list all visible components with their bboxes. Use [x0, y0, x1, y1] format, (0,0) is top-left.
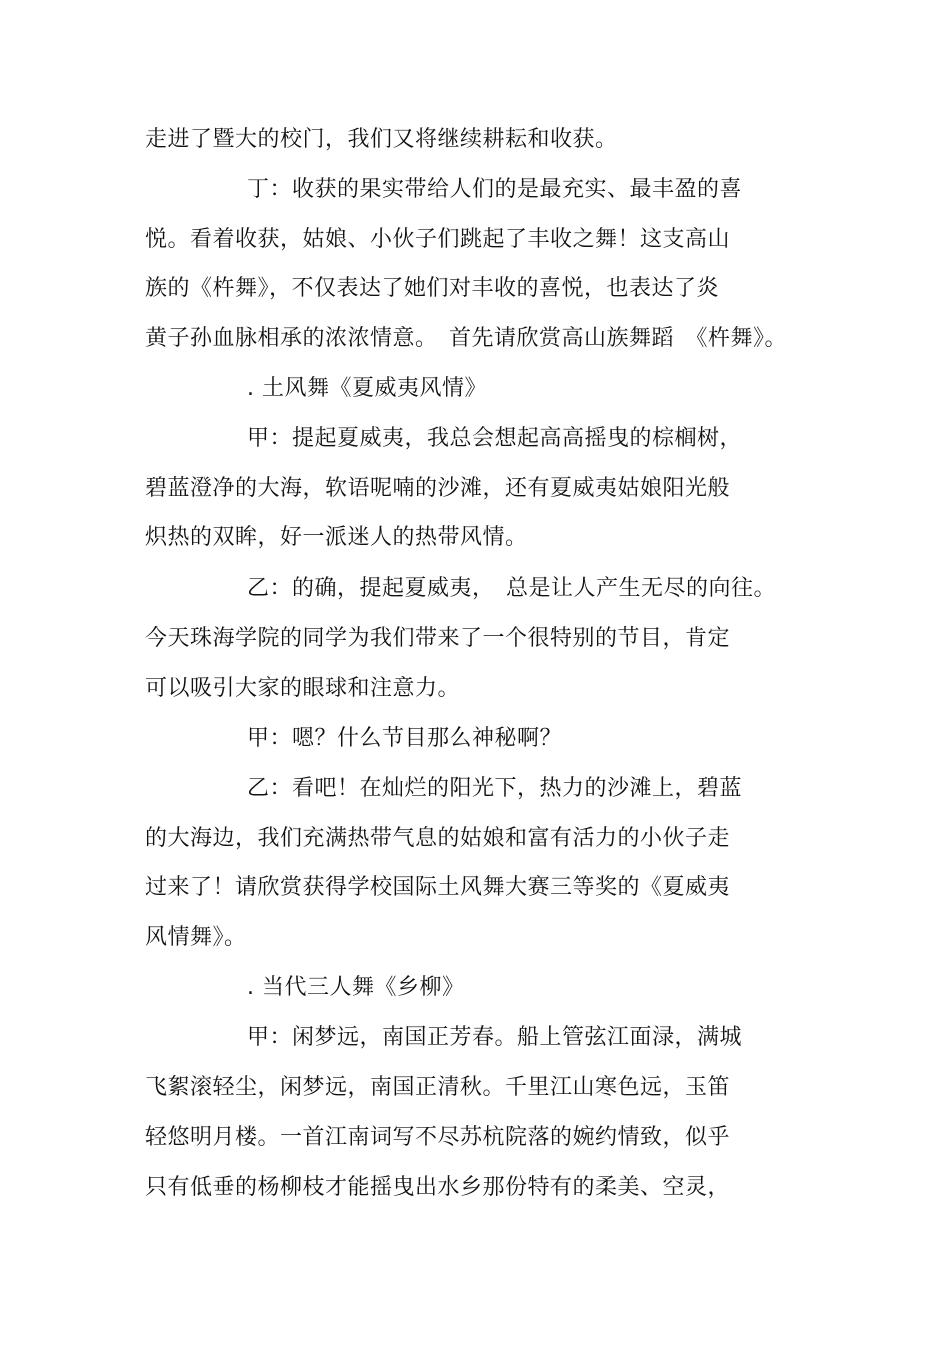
- paragraph-line: 黄子孙血脉相承的浓浓情意。 首先请欣赏高山族舞蹈 《杵舞》。: [145, 326, 788, 351]
- paragraph-line: 乙：看吧！在灿烂的阳光下，热力的沙滩上，碧蓝: [247, 776, 743, 801]
- paragraph-line: 甲：提起夏威夷，我总会想起高高摇曳的棕榈树，: [247, 426, 743, 451]
- paragraph-line: 炽热的双眸，好一派迷人的热带风情。: [145, 525, 528, 550]
- paragraph-line: 乙：的确，提起夏威夷， 总是让人产生无尽的向往。: [247, 576, 777, 601]
- paragraph-line: 今天珠海学院的同学为我们带来了一个很特别的节目，肯定: [145, 626, 731, 651]
- paragraph-line: 甲：嗯？什么节目那么神秘啊？: [247, 726, 563, 751]
- paragraph-line: 过来了！请欣赏获得学校国际土风舞大赛三等奖的《夏威夷: [145, 875, 731, 900]
- paragraph-line: 只有低垂的杨柳枝才能摇曳出水乡那份特有的柔美、空灵，: [145, 1175, 731, 1200]
- paragraph-line: 悦。看着收获，姑娘、小伙子们跳起了丰收之舞！这支高山: [145, 227, 731, 252]
- paragraph-line: 走进了暨大的校门，我们又将继续耕耘和收获。: [145, 127, 618, 152]
- paragraph-line: 飞絮滚轻尘，闲梦远，南国正清秋。千里江山寒色远，玉笛: [145, 1075, 731, 1100]
- paragraph-line: 的大海边，我们充满热带气息的姑娘和富有活力的小伙子走: [145, 826, 731, 851]
- section-heading: . 土风舞《夏威夷风情》: [247, 376, 487, 401]
- section-heading: . 当代三人舞《乡柳》: [247, 975, 465, 1000]
- paragraph-line: 族的《杵舞》，不仅表达了她们对丰收的喜悦，也表达了炎: [145, 276, 720, 301]
- paragraph-line: 碧蓝澄净的大海，软语呢喃的沙滩，还有夏威夷姑娘阳光般: [145, 476, 731, 501]
- paragraph-line: 风情舞》。: [145, 925, 247, 950]
- paragraph-line: 甲：闲梦远，南国正芳春。船上管弦江面渌，满城: [247, 1025, 743, 1050]
- paragraph-line: 丁：收获的果实带给人们的是最充实、最丰盈的喜: [247, 177, 743, 202]
- paragraph-line: 轻悠明月楼。一首江南词写不尽苏杭院落的婉约情致，似乎: [145, 1125, 731, 1150]
- paragraph-line: 可以吸引大家的眼球和注意力。: [145, 676, 461, 701]
